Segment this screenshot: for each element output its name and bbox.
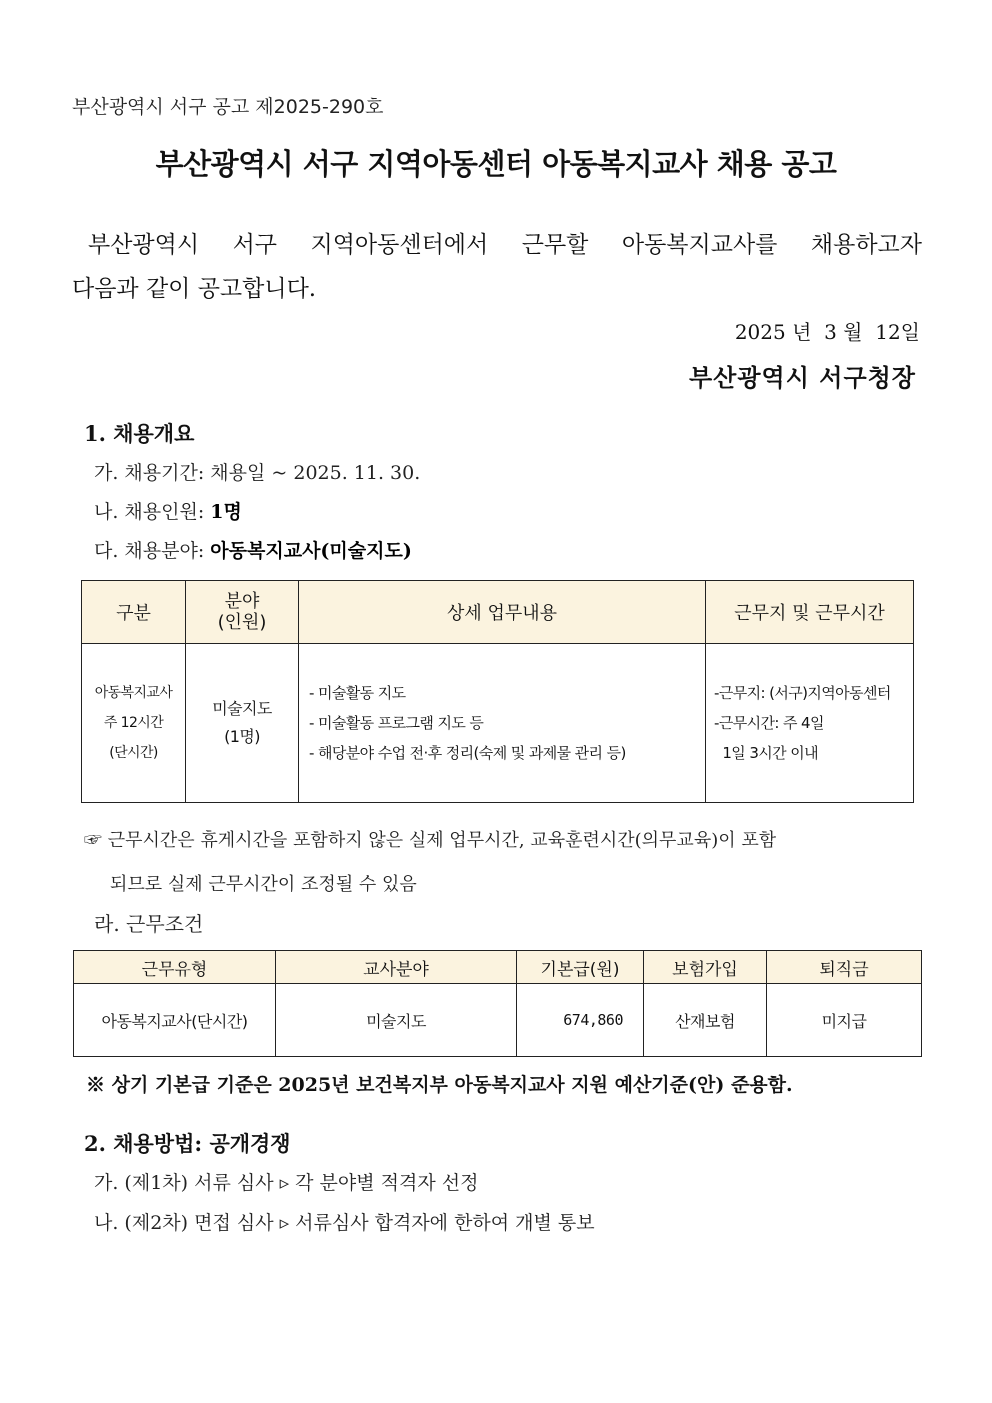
header-work-type: 근무유형 [74, 951, 276, 984]
cell-line: 1일 3시간 이내 [714, 744, 819, 762]
cell-line: (단시간) [109, 745, 158, 761]
recruit-count-label: 나. 채용인원: [94, 501, 211, 523]
cell-workplace [706, 644, 914, 803]
page-title: 부산광역시 서구 지역아동센터 아동복지교사 채용 공고 [155, 147, 837, 181]
issuer: 부산광역시 서구청장 [688, 363, 916, 392]
cell-line: - 해당분야 수업 전·후 정리(숙제 및 과제물 관리 등) [309, 744, 626, 762]
recruit-table-header [82, 581, 914, 644]
pay-remark: ※ 상기 기본급 기준은 2025년 보건복지부 아동복지교사 지원 예산기준(안) 준용함. [86, 1074, 793, 1096]
intro-line-2: 다음과 같이 공고합니다. [72, 276, 317, 302]
cell-field [186, 644, 299, 803]
note-line-2: 되므로 실제 근무시간이 조정될 수 있음 [110, 874, 417, 895]
cell-category [82, 644, 186, 803]
intro-word: 부산광역시 [88, 232, 200, 258]
note-line-1: ☞ 근무시간은 휴게시간을 포함하지 않은 실제 업무시간, 교육훈련시간(의무교육)이 포함 [84, 830, 777, 851]
recruit-period-label: 가. 채용기간: [94, 462, 211, 484]
recruit-period [94, 458, 420, 485]
selection-step-1: 가. (제1차) 서류 심사 ▹ 각 분야별 적격자 선정 [94, 1172, 479, 1194]
recruit-table [81, 580, 914, 803]
recruit-field-label: 다. 채용분야: [94, 540, 211, 562]
cell-teacher-field: 미술지도 [276, 984, 517, 1057]
header-insurance: 보험가입 [644, 951, 767, 984]
conditions-label: 라. 근무조건 [94, 912, 204, 936]
intro-word: 서구 [232, 232, 278, 258]
cell-line: 아동복지교사 [94, 685, 173, 701]
intro-word: 채용하고자 [810, 232, 922, 258]
section1-heading: 1. 채용개요 [84, 421, 195, 446]
intro-word: 지역아동센터에서 [310, 232, 489, 258]
recruit-field [94, 536, 412, 563]
header-category: 구분 [82, 581, 186, 644]
header-field-line2: (인원) [217, 612, 267, 633]
header-base-pay: 기본급(원) [517, 951, 644, 984]
cell-base-pay: 674,860 [517, 984, 644, 1057]
cell-work-type: 아동복지교사(단시간) [74, 984, 276, 1057]
intro-word: 아동복지교사를 [621, 232, 778, 258]
selection-step-2: 나. (제2차) 면접 심사 ▹ 서류심사 합격자에 한하여 개별 통보 [94, 1212, 595, 1234]
conditions-table [73, 950, 922, 1057]
cell-insurance: 산재보험 [644, 984, 767, 1057]
header-field [186, 581, 299, 644]
cell-line: - 미술활동 프로그램 지도 등 [309, 714, 484, 732]
intro-line-1 [88, 226, 922, 259]
cell-duties [299, 644, 706, 803]
table-row [74, 984, 922, 1057]
header-duties: 상세 업무내용 [299, 581, 706, 644]
recruit-count [94, 497, 242, 524]
section2-heading: 2. 채용방법: 공개경쟁 [84, 1131, 291, 1156]
cell-line: 주 12시간 [103, 715, 164, 731]
notice-date: 2025 년 3 월 12일 [734, 320, 920, 344]
conditions-table-header [74, 951, 922, 984]
cell-line: -근무지: (서구)지역아동센터 [714, 684, 891, 702]
header-field-line1: 분야 [224, 591, 260, 612]
recruit-field-value: 아동복지교사(미술지도) [210, 540, 412, 562]
cell-line: -근무시간: 주 4일 [714, 714, 824, 732]
header-workplace: 근무지 및 근무시간 [706, 581, 914, 644]
header-teacher-field: 교사분야 [276, 951, 517, 984]
header-severance: 퇴직금 [767, 951, 922, 984]
cell-line: (1명) [224, 727, 260, 746]
table-row [82, 644, 914, 803]
cell-line: 미술지도 [212, 699, 272, 718]
cell-severance: 미지급 [767, 984, 922, 1057]
recruit-count-value: 1명 [210, 501, 242, 523]
notice-number: 부산광역시 서구 공고 제2025-290호 [72, 96, 384, 118]
cell-line: - 미술활동 지도 [309, 684, 406, 702]
intro-word: 근무할 [521, 232, 589, 258]
recruit-period-value: 채용일 ~ 2025. 11. 30. [210, 462, 421, 484]
